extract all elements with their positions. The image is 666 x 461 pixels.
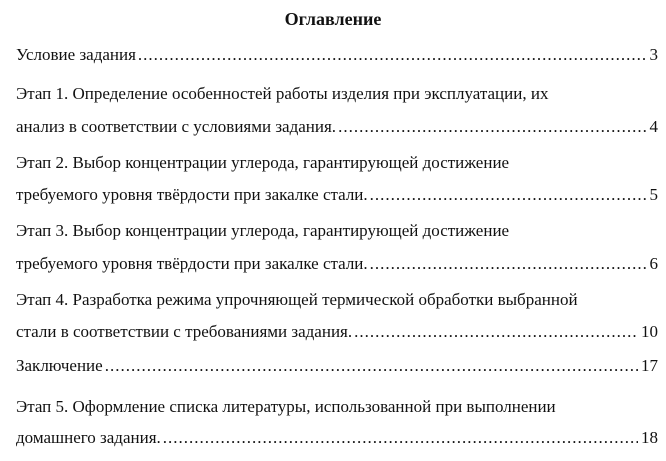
dot-leader xyxy=(370,184,647,206)
toc-entry-text: требуемого уровня твёрдости при закалке стали. xyxy=(16,185,368,204)
toc-entry-etap-1-line-2[interactable] xyxy=(16,116,658,138)
dot-leader xyxy=(338,116,646,138)
toc-entry-etap-5-line-2[interactable] xyxy=(16,427,658,449)
toc-page-number: 18 xyxy=(641,428,658,447)
toc-entry-etap-1-line-1[interactable]: Этап 1. Определение особенностей работы изделия при эксплуатации, их xyxy=(16,84,549,103)
toc-entry-text: требуемого уровня твёрдости при закалке стали. xyxy=(16,254,368,273)
toc-page-number: 17 xyxy=(641,356,658,375)
toc-page-number: 10 xyxy=(641,322,658,341)
toc-entry-text: стали в соответствии с требованиями задания. xyxy=(16,322,353,341)
toc-entry-zaklyuchenie[interactable] xyxy=(16,355,658,377)
dot-leader xyxy=(105,355,638,377)
toc-entry-etap-5-line-1[interactable]: Этап 5. Оформление списка литературы, использованной при выполнении xyxy=(16,397,556,416)
dot-leader xyxy=(370,253,647,275)
toc-entry-text: Условие задания xyxy=(16,45,136,64)
toc-entry-etap-2-line-2[interactable] xyxy=(16,184,658,206)
toc-page-number: 6 xyxy=(649,254,658,273)
toc-page-number: 4 xyxy=(649,117,658,136)
toc-entry-etap-3-line-1[interactable]: Этап 3. Выбор концентрации углерода, гарантирующей достижение xyxy=(16,221,510,240)
dot-leader xyxy=(138,44,647,66)
toc-entry-etap-2-line-1[interactable]: Этап 2. Выбор концентрации углерода, гарантирующей достижение xyxy=(16,153,510,172)
toc-entry-text: Заключение xyxy=(16,356,103,375)
dot-leader xyxy=(354,321,638,343)
toc-entry-text: анализ в соответствии с условиями задания. xyxy=(16,117,337,136)
toc-entry-etap-4-line-2[interactable] xyxy=(16,321,658,343)
dot-leader xyxy=(163,427,638,449)
toc-page-number: 5 xyxy=(649,185,658,204)
toc-entry-text: домашнего задания. xyxy=(16,428,161,447)
toc-page-number: 3 xyxy=(649,45,658,64)
toc-entry-etap-3-line-2[interactable] xyxy=(16,253,658,275)
toc-title: Оглавление xyxy=(284,9,382,29)
toc-entry-usloviye[interactable] xyxy=(16,44,658,66)
toc-entry-etap-4-line-1[interactable]: Этап 4. Разработка режима упрочняющей термической обработки выбранной xyxy=(16,290,578,309)
